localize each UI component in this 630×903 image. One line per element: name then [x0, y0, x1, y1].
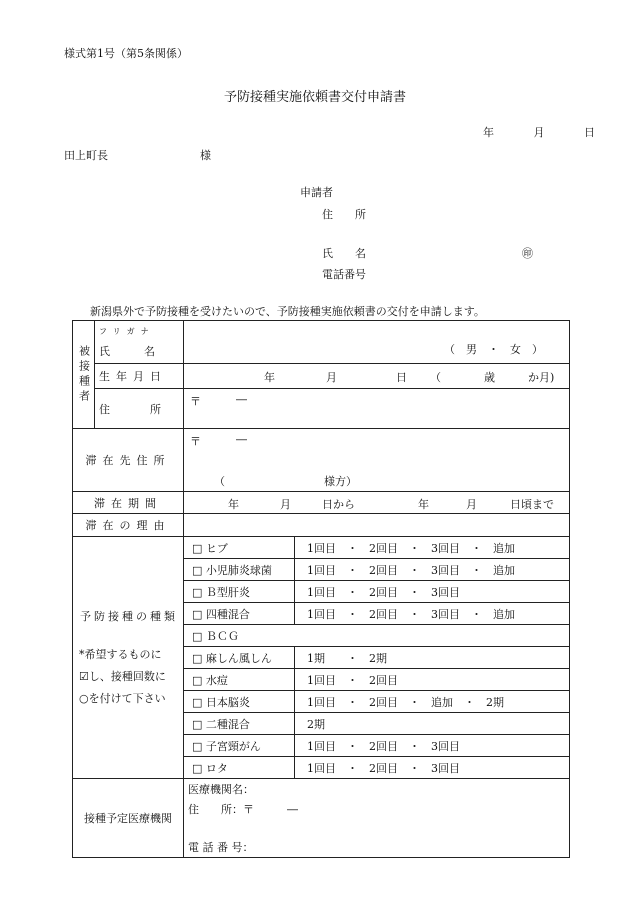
vaccination-note-1: *希望するものに [79, 647, 162, 661]
vaccine-checkbox-varicella[interactable]: □ 水痘 [184, 669, 295, 691]
vaccine-checkbox-pneumococcal[interactable]: □ 小児肺炎球菌 [184, 559, 295, 581]
age-months: か月) [528, 371, 555, 384]
stay-address-label: 滞在先住所 [73, 429, 184, 492]
dob-year: 年 [264, 371, 275, 384]
period-day-until: 日頃まで [510, 498, 554, 511]
vaccination-type-label: 予防接種の種類 [80, 609, 178, 623]
vaccine-checkbox-japanese-encephalitis[interactable]: □ 日本脳炎 [184, 691, 295, 713]
facility-address-label: 住 所：〒 ― [188, 803, 298, 816]
vaccine-doses-hpv[interactable]: 1回目 ・ 2回目 ・ 3回目 [295, 735, 570, 757]
vaccine-checkbox-dt[interactable]: □ 二種混合 [184, 713, 295, 735]
date-day[interactable]: 日 [584, 126, 595, 139]
vaccine-doses-rota[interactable]: 1回目 ・ 2回目 ・ 3回目 [295, 757, 570, 779]
facility-field[interactable] [184, 779, 570, 858]
vaccination-note-2: ☑し、接種回数に [79, 669, 166, 683]
facility-label: 接種予定医療機関 [73, 779, 184, 858]
vaccine-doses-dt[interactable]: 2期 [295, 713, 570, 735]
stay-period-label: 滞在期間 [73, 492, 184, 514]
stay-postal-dash: ― [236, 433, 247, 446]
date-month[interactable]: 月 [533, 126, 545, 139]
recipient-address-label: 住 所 [95, 389, 184, 429]
recipient-name-label-cell [95, 321, 184, 364]
vaccine-doses-japanese-encephalitis[interactable]: 1回目 ・ 2回目 ・ 追加 ・ 2期 [295, 691, 570, 713]
application-statement: 新潟県外で予防接種を受けたいので、予防接種実施依頼書の交付を申請します。 [90, 305, 485, 318]
recipient-address-field[interactable] [184, 389, 570, 429]
period-year-until: 年 [418, 498, 429, 511]
stay-period-field[interactable] [184, 492, 570, 514]
vaccine-doses-mr[interactable]: 1期 ・ 2期 [295, 647, 570, 669]
date-line [465, 124, 595, 140]
period-month-from: 月 [280, 498, 291, 511]
period-day-from: 日から [322, 498, 355, 511]
applicant-address-label[interactable]: 住 所 [322, 208, 366, 221]
vaccine-doses-varicella[interactable]: 1回目 ・ 2回目 [295, 669, 570, 691]
vaccine-checkbox-bcg[interactable]: □ ＢＣＧ [184, 625, 570, 647]
document-title: 予防接種実施依頼書交付申請書 [223, 90, 406, 105]
applicant-phone-label[interactable]: 電話番号 [322, 268, 366, 281]
vaccine-doses-dpt-ipv[interactable]: 1回目 ・ 2回目 ・ 3回目 ・ 追加 [295, 603, 570, 625]
vaccine-doses-hib[interactable]: 1回目 ・ 2回目 ・ 3回目 ・ 追加 [295, 537, 570, 559]
age-open: （ [430, 371, 441, 384]
vaccine-checkbox-dpt-ipv[interactable]: □ 四種混合 [184, 603, 295, 625]
gender-select[interactable]: （ 男 ・ 女 ） [444, 343, 543, 356]
vaccine-checkbox-hepatitis-b[interactable]: □ Ｂ型肝炎 [184, 581, 295, 603]
recipient-name-field[interactable] [184, 321, 570, 364]
honorific: 様 [200, 149, 211, 162]
seal-mark: ㊞ [522, 247, 533, 260]
recipient-postal-mark: 〒 [190, 395, 201, 408]
facility-phone-label: 電 話 番 号： [188, 841, 254, 854]
vaccine-checkbox-mr[interactable]: □ 麻しん風しん [184, 647, 295, 669]
recipient-name-label: 氏 名 [99, 345, 159, 358]
stay-reason-label: 滞在の理由 [73, 514, 184, 537]
applicant-name-label[interactable]: 氏 名 [322, 247, 366, 260]
date-year[interactable]: 年 [483, 126, 494, 139]
recipient-postal-dash: ― [236, 393, 247, 406]
vaccine-checkbox-hpv[interactable]: □ 子宮頸がん [184, 735, 295, 757]
vaccine-doses-hepatitis-b[interactable]: 1回目 ・ 2回目 ・ 3回目 [295, 581, 570, 603]
addressee: 田上町長 [64, 149, 108, 162]
facility-name-label: 医療機関名： [188, 783, 254, 796]
stay-reason-field[interactable] [184, 514, 570, 537]
age-years: 歳 [484, 371, 495, 384]
care-of: （ 様方） [214, 475, 357, 488]
period-month-until: 月 [466, 498, 477, 511]
vaccination-note-3: ○を付けて下さい [79, 691, 166, 705]
dob-label: 生年月日 [95, 364, 184, 389]
stay-postal-mark: 〒 [190, 435, 201, 448]
furigana-label: フリガナ [99, 327, 155, 336]
stay-address-field[interactable] [184, 429, 570, 492]
recipient-group-label: 被接種者 [73, 321, 95, 429]
vaccine-doses-pneumococcal[interactable]: 1回目 ・ 2回目 ・ 3回目 ・ 追加 [295, 559, 570, 581]
form-number: 様式第1号（第5条関係） [64, 47, 188, 60]
period-year-from: 年 [228, 498, 239, 511]
vaccination-type-label-cell [73, 537, 184, 779]
dob-day: 日 [396, 371, 407, 384]
applicant-label: 申請者 [300, 186, 333, 199]
vaccine-checkbox-rota[interactable]: □ ロタ [184, 757, 295, 779]
vaccine-checkbox-hib[interactable]: □ ヒブ [184, 537, 295, 559]
dob-field[interactable] [184, 364, 570, 389]
dob-month: 月 [326, 371, 337, 384]
application-form-table [72, 320, 570, 858]
